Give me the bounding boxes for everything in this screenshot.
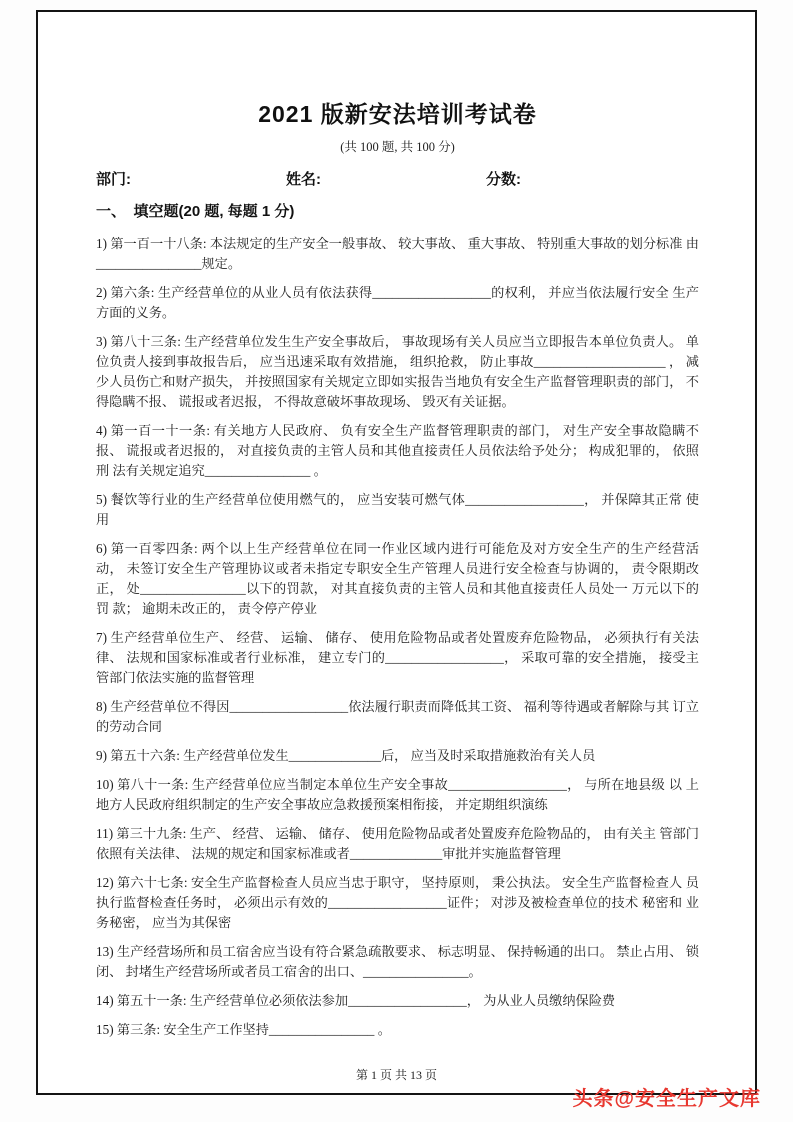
- name-label: 姓名:: [286, 171, 321, 188]
- question-item: 14) 第五十一条: 生产经营单位必须依法参加__________________， 为从业人员缴纳保险费: [96, 993, 616, 1008]
- question-item: 2) 第六条: 生产经营单位的从业人员有依法获得__________________的权利， 并应当依法履行安全 生产方面的义务。: [96, 285, 699, 320]
- question-item: 10) 第八十一条: 生产经营单位应当制定本单位生产安全事故__________________， 与所在地县级 以 上地方人民政府组织制定的生产安全事故应急救援预案相衔接， 并定期组织演练: [96, 777, 699, 812]
- question-item: 13) 生产经营场所和员工宿舍应当设有符合紧急疏散要求、 标志明显、 保持畅通的出口。 禁止占用、 锁 闭、 封堵生产经营场所或者员工宿舍的出口、________________。: [96, 944, 699, 979]
- question-item: 1) 第一百一十八条: 本法规定的生产安全一般事故、 较大事故、 重大事故、 特别重大事故的划分标准 由________________规定。: [96, 236, 699, 271]
- question-item: 12) 第六十七条: 安全生产监督检查人员应当忠于职守， 坚持原则， 秉公执法。 安全生产监督检查人 员执行监督检查任务时， 必须出示有效的__________________证件； 对涉及被检查单位的技术 秘密和 业务秘密， 应当为其保密: [96, 875, 699, 930]
- page-title: 2021 版新安法培训考试卷: [258, 101, 537, 127]
- department-label: 部门:: [96, 171, 131, 188]
- question-item: 6) 第一百零四条: 两个以上生产经营单位在同一作业区域内进行可能危及对方安全生产的生产经营活 动， 未签订安全生产管理协议或者未指定专职安全生产管理人员进行安全检查与协调的， 责令限期改正， 处________________以下的罚款， 对其直接负责的主管人员和其他直接责任人员处一 万元以下的罚 款； 逾期未改正的， 责令停产停业: [96, 541, 699, 616]
- question-item: 7) 生产经营单位生产、 经营、 运输、 储存、 使用危险物品或者处置废弃危险物品， 必须执行有关法 律、 法规和国家标准或者行业标准， 建立专门的__________________， 采取可靠的安全措施， 接受主 管部门依法实施的监督管理: [96, 630, 699, 685]
- question-item: 4) 第一百一十一条: 有关地方人民政府、 负有安全生产监督管理职责的部门， 对生产安全事故隐瞒不 报、 谎报或者迟报的， 对直接负责的主管人员和其他直接责任人员依法给予处分； 构成犯罪的， 依照刑 法有关规定追究________________ 。: [96, 423, 699, 478]
- header-fields-row: [96, 168, 699, 189]
- question-item: 8) 生产经营单位不得因__________________依法履行职责而降低其工资、 福利等待遇或者解除与其 订立的劳动合同: [96, 699, 699, 734]
- question-item: 3) 第八十三条: 生产经营单位发生生产安全事故后， 事故现场有关人员应当立即报告本单位负责人。 单位负责人接到事故报告后， 应当迅速采取有效措施， 组织抢救， 防止事故____________________ ， 减少人员伤亡和财产损失， 并按照国家有关规定立即如实报告当地负有安全生产监督管理职责的部门， 不得隐瞒不报、 谎报或者迟报， 不得故意破坏事故现场、 毁灭有关证据。: [96, 334, 699, 409]
- page-subtitle: (共 100 题, 共 100 分): [340, 140, 455, 154]
- question-item: 5) 餐饮等行业的生产经营单位使用燃气的， 应当安装可燃气体__________________， 并保障其正常 使用: [96, 492, 699, 527]
- page-border-frame: [36, 10, 757, 1095]
- score-label: 分数:: [486, 171, 521, 188]
- question-list: [96, 234, 699, 1040]
- toutiao-watermark: 头条@安全生产文库: [572, 1088, 761, 1110]
- question-item: 9) 第五十六条: 生产经营单位发生______________后， 应当及时采取措施救治有关人员: [96, 748, 596, 763]
- page-footer: 第 1 页 共 13 页: [355, 1068, 437, 1082]
- question-item: 15) 第三条: 安全生产工作坚持________________ 。: [96, 1022, 391, 1037]
- section-heading: 一、 填空题(20 题, 每题 1 分): [96, 203, 295, 220]
- question-item: 11) 第三十九条: 生产、 经营、 运输、 储存、 使用危险物品或者处置废弃危险物品的， 由有关主 管部门 依照有关法律、 法规的规定和国家标准或者______________审批并实施监督管理: [96, 826, 699, 861]
